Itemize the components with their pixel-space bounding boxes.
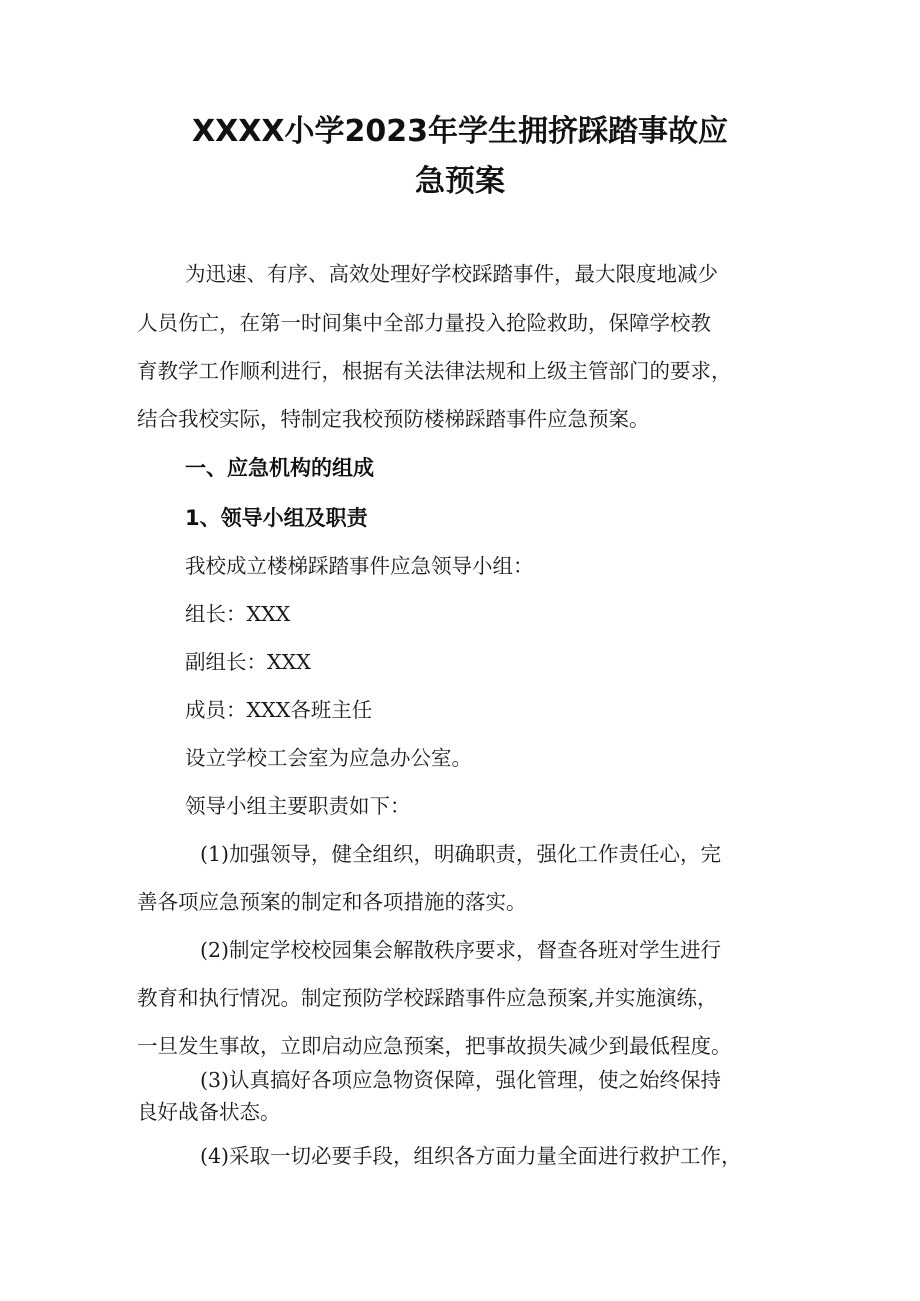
document-title-line-2: 急预案 (415, 164, 505, 199)
duty-2-line-2: 教育和执行情况。制定预防学校踩踏事件应急预案,并实施演练， (137, 986, 718, 1010)
section-heading: 一、应急机构的组成 (185, 456, 374, 480)
group-intro: 我校成立楼梯踩踏事件应急领导小组： (185, 554, 534, 578)
leader-line: 组长：XXX (185, 602, 291, 626)
office-line: 设立学校工会室为应急办公室。 (185, 746, 472, 770)
intro-line-4: 结合我校实际，特制定我校预防楼梯踩踏事件应急预案。 (137, 407, 650, 431)
duties-intro: 领导小组主要职责如下： (185, 794, 411, 818)
intro-line-3: 育教学工作顺利进行，根据有关法律法规和上级主管部门的要求， (137, 359, 732, 383)
document-title-line-1: XXXX小学2023年学生拥挤踩踏事故应 (191, 114, 728, 149)
duty-1-line-1: (1)加强领导，健全组织，明确职责，强化工作责任心，完 (200, 842, 722, 866)
deputy-leader-line: 副组长：XXX (185, 650, 311, 674)
duty-3-line-1: (3)认真搞好各项应急物资保障，强化管理，使之始终保持 (200, 1068, 722, 1092)
duty-2-line-1: (2)制定学校校园集会解散秩序要求，督查各班对学生进行 (200, 938, 722, 962)
members-line: 成员：XXX各班主任 (185, 698, 373, 722)
subsection-heading: 1、领导小组及职责 (185, 506, 368, 530)
duty-2-line-3: 一旦发生事故，立即启动应急预案，把事故损失减少到最低程度。 (137, 1034, 732, 1058)
intro-line-1: 为迅速、有序、高效处理好学校踩踏事件，最大限度地减少 (185, 262, 718, 286)
duty-3-line-2: 良好战备状态。 (137, 1100, 281, 1124)
duty-4-line-1: (4)采取一切必要手段，组织各方面力量全面进行救护工作， (200, 1144, 742, 1168)
duty-1-line-2: 善各项应急预案的制定和各项措施的落实。 (137, 890, 527, 914)
intro-line-2: 人员伤亡，在第一时间集中全部力量投入抢险救助，保障学校教 (137, 311, 711, 335)
